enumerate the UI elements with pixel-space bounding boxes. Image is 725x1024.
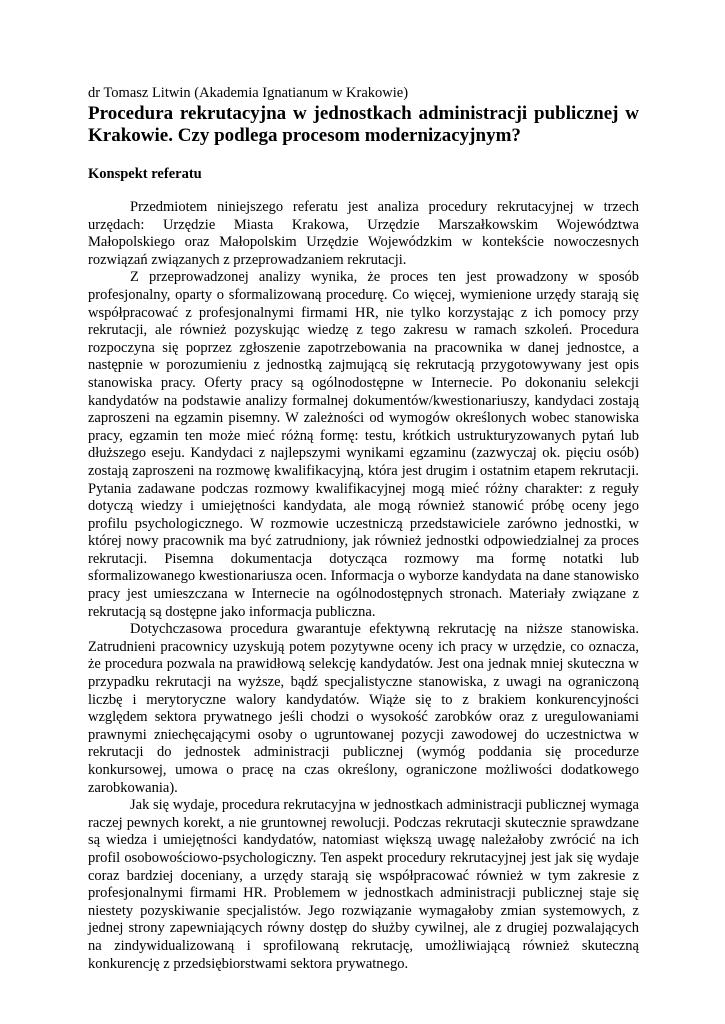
paragraph: Dotychczasowa procedura gwarantuje efektywną rekrutację na niższe stanowiska. Zatrudnieni pracownicy uzyskują potem pozytywne oceny ich pracy w urzędzie, co oznacza, że procedura pozwala na prawidłową selekcję kandydatów. Jest ona jednak mniej skuteczna w przypadku rekrutacji na wyższe, bądź specjalistyczne stanowiska, z uwagi na ograniczoną liczbę i merytoryczne walory kandydatów. Wiąże się to z brakiem konkurencyjności względem sektora prywatnego jeśli chodzi o wysokość zarobków oraz z uregulowaniami prawnymi zniechęcającymi osoby o ugruntowanej pozycji zawodowej do uczestnictwa w rekrutacji do jednostek administracji publicznej (wymóg poddania się procedurze konkursowej, umowa o pracę na czas określony, ograniczone możliwości dodatkowego zarobkowania). <box>88 621 639 796</box>
author-line: dr Tomasz Litwin (Akademia Ignatianum w Krakowie) <box>88 85 409 101</box>
paragraph: Z przeprowadzonej analizy wynika, że proces ten jest prowadzony w sposób profesjonalny, oparty o sformalizowaną procedurę. Co więcej, wymienione urzędy starają się współpracować z profesjonalnymi firmami HR, nie tylko korzystając z ich pomocy przy rekrutacji, ale również pozyskując wiedzę z tego zakresu w ramach szkoleń. Procedura rozpoczyna się poprzez zgłoszenie zapotrzebowania na pracownika w danej jednostce, a następnie w porozumieniu z jednostką zajmującą się rekrutacją przygotowywany jest opis stanowiska pracy. Oferty pracy są ogólnodostępne w Internecie. Po dokonaniu selekcji kandydatów na podstawie analizy formalnej dokumentów/kwestionariuszy, kandydaci zostają zaproszeni na egzamin pisemny. W zależności od wymogów określonych wobec stanowiska pracy, egzamin ten może mieć różną formę: testu, krótkich ustrukturyzowanych pytań lub dłuższego eseju. Kandydaci z najlepszymi wynikami egzaminu (zazwyczaj ok. pięciu osób) zostają zaproszeni na rozmowę kwalifikacyjną, która jest drugim i ostatnim etapem rekrutacji. Pytania zadawane podczas rozmowy kwalifikacyjnej mogą mieć różny charakter: z reguły dotyczą wiedzy i umiejętności kandydata, ale mogą również stanowić próbę oceny jego profilu psychologicznego. W rozmowie uczestniczą przedstawiciele zarówno jednostki, w której nowy pracownik ma być zatrudniony, jak również jednostki odpowiedzialnej za proces rekrutacji. Pisemna dokumentacja dotycząca rozmowy ma formę notatki lub sformalizowanego kwestionariusza ocen. Informacja o wyborze kandydata na dane stanowisko pracy jest umieszczana w Internecie na ogólnodostępnych stronach. Materiały związane z rekrutacją są dostępne jako informacja publiczna. <box>88 269 639 620</box>
document-title: Procedura rekrutacyjna w jednostkach administracji publicznej w Krakowie. Czy podlega procesom modernizacyjnym? <box>88 103 639 146</box>
body-text <box>88 199 639 973</box>
section-heading: Konspekt referatu <box>88 166 202 182</box>
paragraph: Jak się wydaje, procedura rekrutacyjna w jednostkach administracji publicznej wymaga raczej pewnych korekt, a nie gruntownej rewolucji. Podczas rekrutacji skutecznie sprawdzane są wiedza i umiejętności kandydatów, natomiast większą uwagę należałoby zwrócić na ich profil osobowościowo-psychologiczny. Ten aspekt procedury rekrutacyjnej jest jak się wydaje coraz bardziej doceniany, a urzędy starają się współpracować również w tym zakresie z profesjonalnymi firmami HR. Problemem w jednostkach administracji publicznej staje się niestety pozyskiwanie specjalistów. Jego rozwiązanie wymagałoby zmian systemowych, z jednej strony zapewniających równy dostęp do służby cywilnej, ale z drugiej pozwalających na zindywidualizowaną i sprofilowaną rekrutację, umożliwiającą również skuteczną konkurencję z przedsiębiorstwami sektora prywatnego. <box>88 797 639 972</box>
paragraph: Przedmiotem niniejszego referatu jest analiza procedury rekrutacyjnej w trzech urzędach: Urzędzie Miasta Krakowa, Urzędzie Marszałkowskim Województwa Małopolskiego oraz Małopolskim Urzędzie Wojewódzkim w kontekście nowoczesnych rozwiązań związanych z przeprowadzaniem rekrutacji. <box>88 199 639 268</box>
